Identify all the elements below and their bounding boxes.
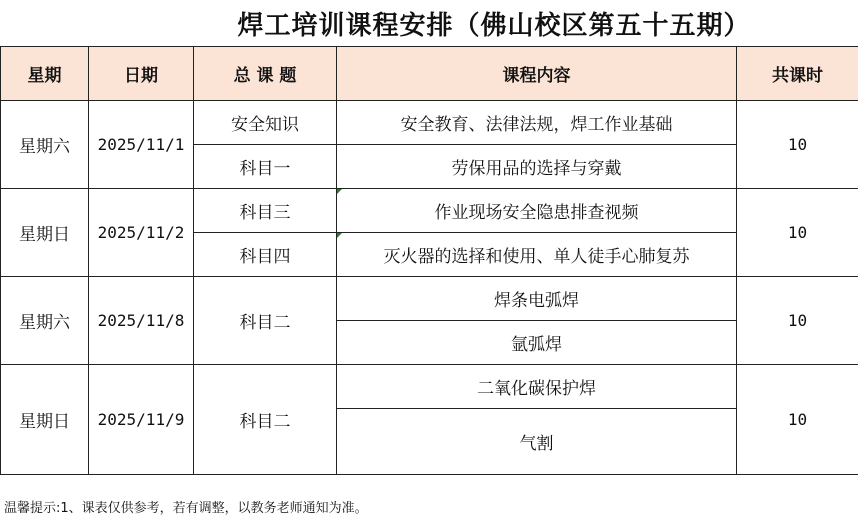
- header-content: 课程内容: [337, 47, 737, 101]
- date-cell: 2025/11/1: [89, 101, 194, 189]
- content-cell: 作业现场安全隐患排查视频: [337, 189, 737, 233]
- cell-comment-marker: [337, 189, 342, 194]
- topic-cell: 科目一: [194, 145, 337, 189]
- weekday-cell: 星期六: [1, 277, 89, 365]
- header-weekday: 星期: [1, 47, 89, 101]
- content-cell: 二氧化碳保护焊: [337, 365, 737, 409]
- table-row: [1, 365, 858, 409]
- topic-cell: 科目三: [194, 189, 337, 233]
- header-row: [1, 47, 858, 101]
- page-title: 焊工培训课程安排（佛山校区第五十五期）: [237, 10, 751, 41]
- hours-cell: 10: [737, 277, 858, 365]
- date-cell: 2025/11/2: [89, 189, 194, 277]
- topic-cell: 科目四: [194, 233, 337, 277]
- table-row: [1, 101, 858, 145]
- content-cell: 气割: [337, 409, 737, 475]
- content-cell: 灭火器的选择和使用、单人徒手心肺复苏: [337, 233, 737, 277]
- hours-cell: 10: [737, 365, 858, 475]
- table-row: [1, 277, 858, 321]
- schedule-table: [0, 46, 858, 475]
- header-hours: 共课时: [737, 47, 858, 101]
- weekday-cell: 星期六: [1, 101, 89, 189]
- weekday-cell: 星期日: [1, 365, 89, 475]
- content-cell: 安全教育、法律法规，焊工作业基础: [337, 101, 737, 145]
- content-cell: 氩弧焊: [337, 321, 737, 365]
- cell-comment-marker: [337, 233, 342, 238]
- header-date: 日期: [89, 47, 194, 101]
- content-cell: 焊条电弧焊: [337, 277, 737, 321]
- hours-cell: 10: [737, 189, 858, 277]
- table-row: [1, 189, 858, 233]
- weekday-cell: 星期日: [1, 189, 89, 277]
- footnote: 温馨提示:1、课表仅供参考，若有调整，以教务老师通知为准。: [4, 501, 368, 516]
- topic-cell: 科目二: [194, 365, 337, 475]
- header-topic: 总 课 题: [194, 47, 337, 101]
- topic-cell: 安全知识: [194, 101, 337, 145]
- content-cell: 劳保用品的选择与穿戴: [337, 145, 737, 189]
- topic-cell: 科目二: [194, 277, 337, 365]
- hours-cell: 10: [737, 101, 858, 189]
- date-cell: 2025/11/9: [89, 365, 194, 475]
- date-cell: 2025/11/8: [89, 277, 194, 365]
